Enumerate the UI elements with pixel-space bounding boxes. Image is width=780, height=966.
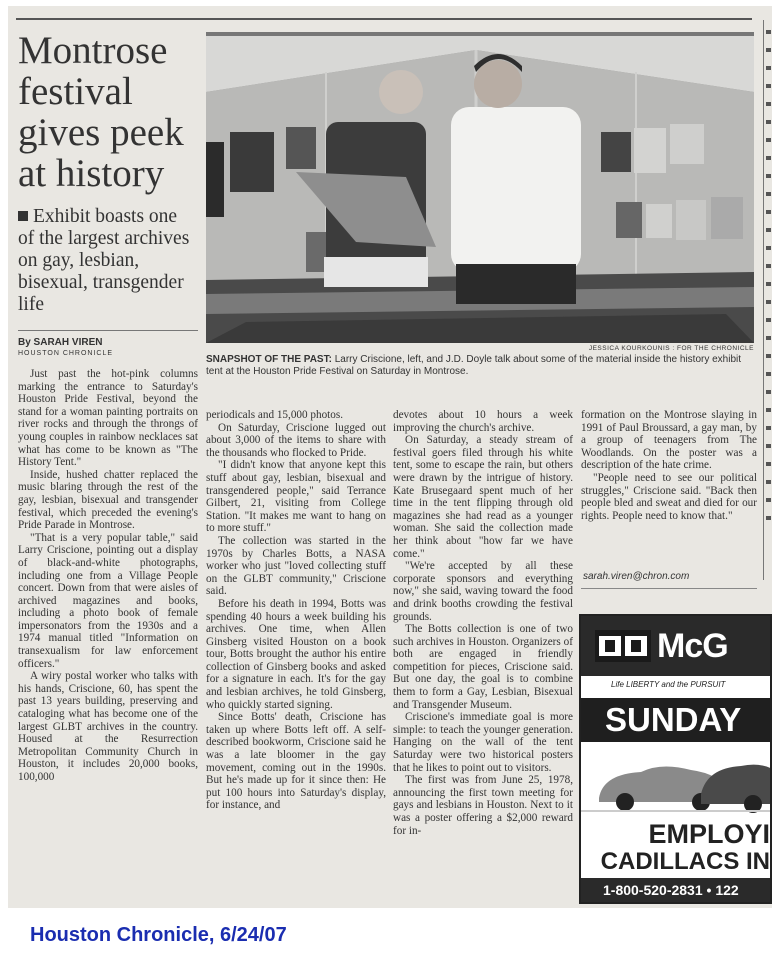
byline bbox=[18, 337, 198, 357]
ad-headline-line-1: EMPLOYI bbox=[648, 819, 770, 849]
text-fragment bbox=[766, 48, 771, 52]
paragraph: periodicals and 15,000 photos. bbox=[206, 409, 344, 421]
text-fragment bbox=[766, 138, 771, 142]
text-fragment bbox=[766, 156, 771, 160]
byline-organization: HOUSTON CHRONICLE bbox=[18, 350, 114, 357]
column-divider bbox=[763, 20, 764, 580]
text-fragment bbox=[766, 246, 771, 250]
photo-credit: JESSICA KOURKOUNIS : FOR THE CHRONICLE bbox=[588, 345, 754, 352]
ad-headline-line-2: CADILLACS IN bbox=[600, 848, 770, 875]
text-fragment bbox=[766, 372, 771, 376]
author-email: sarah.viren@chron.com bbox=[583, 571, 690, 582]
byline-author: By SARAH VIREN bbox=[18, 337, 103, 348]
text-fragment bbox=[766, 192, 771, 196]
article-column-1 bbox=[18, 368, 198, 784]
caption-text: Larry Criscione, left, and J.D. Doyle talk about some of the material inside the history exhibit tent at the Houston Pride Festival on Saturday in Montrose. bbox=[206, 354, 742, 377]
photo-illustration bbox=[206, 32, 754, 343]
text-fragment bbox=[766, 426, 771, 430]
paragraph: The first was from June 25, 1978, announcing the first town meeting for gays and lesbians in Houston. Next to it was a poster offering a $2,000 reward for in- bbox=[393, 774, 573, 837]
adjacent-article-edge bbox=[766, 24, 772, 580]
text-fragment bbox=[766, 300, 771, 304]
text-fragment bbox=[766, 264, 771, 268]
source-caption: Houston Chronicle, 6/24/07 bbox=[30, 924, 287, 946]
subheadline bbox=[18, 206, 198, 316]
paragraph: formation on the Montrose slaying in 1991 of Paul Broussard, a gay man, by a group of teenagers from The Woodlands. On the poster was a description of the hate crime. bbox=[581, 409, 757, 472]
text-fragment bbox=[766, 480, 771, 484]
paragraph: The Botts collection is one of two such archives in Houston. Organizers of both are engaged in friendly competition for pieces, Criscione said. But one day, the goal is to combine them to form a Gay, Lesbian, Bisexual and Transgender Museum. bbox=[393, 623, 573, 711]
text-fragment bbox=[766, 390, 771, 394]
text-fragment bbox=[766, 516, 771, 520]
text-fragment bbox=[766, 498, 771, 502]
text-fragment bbox=[766, 228, 771, 232]
paragraph: devotes about 10 hours a week improving the church's archive. bbox=[393, 409, 573, 434]
paragraph: On Saturday, Criscione lugged out about 3,000 of the items to share with the thousands who flocked to Pride. bbox=[206, 421, 386, 459]
article-column-2 bbox=[206, 409, 386, 812]
text-fragment bbox=[766, 210, 771, 214]
text-fragment bbox=[766, 408, 771, 412]
paragraph: Just past the hot-pink columns marking the entrance to Saturday's Houston Pride Festival, beyond the stand for a woman painting portraits on river rocks and through the throngs of young couples in rainbow necklaces sat what has come to be known as "The History Tent." bbox=[18, 368, 198, 469]
bullet-square-icon bbox=[18, 211, 28, 221]
paragraph: Since Botts' death, Criscione has taken up where Botts left off. A self-described bookworm, Criscione said he was a late bloomer in the gay movement, coming out in the 1990s. But he's made up for it since then: He put 100 hours into Saturday's display, for instance, and bbox=[206, 711, 386, 812]
paragraph: On Saturday, a steady stream of festival goers filed through his white tent, some to escape the rain, but others were drawn by the intrigue of history. Kate Brusegaard spent much of her time in the tent flipping through old magazines she had read as a younger woman. She said the collection made her think about "how far we have come." bbox=[393, 434, 573, 560]
text-fragment bbox=[766, 462, 771, 466]
paragraph: A wiry postal worker who talks with his hands, Criscione, 60, has spent the past 13 years building, preserving and cataloging what has become one of the largest GLBT archives in the country. Housed at the Resurrection Metropolitan Community Church in Houston, it includes 20,000 books, 100,000 bbox=[18, 670, 198, 783]
text-fragment bbox=[766, 336, 771, 340]
text-fragment bbox=[766, 354, 771, 358]
text-fragment bbox=[766, 318, 771, 322]
paragraph: "That is a very popular table," said Larry Criscione, pointing out a display of black-and-white photographs, including one from a Village People concert. Down from that were aisles of archived magazines and books, including a photo book of female impersonators from the 1930s and a 1974 manual titled "Information on transexualism for law enforcement officers." bbox=[18, 531, 198, 670]
paragraph: "People need to see our political struggles," Criscione said. "Back then people bled and sweat and died for our rights. People need to know that." bbox=[581, 471, 757, 522]
article-column-3 bbox=[393, 409, 573, 837]
news-photo bbox=[206, 32, 754, 343]
text-fragment bbox=[766, 444, 771, 448]
subheadline-text: Exhibit boasts one of the largest archives on gay, lesbian, bisexual, transgender life bbox=[18, 206, 190, 315]
ad-day-banner: SUNDAY bbox=[581, 698, 772, 742]
paragraph: Before his death in 1994, Botts was spending 40 hours a week building his archives. One time, when Allen Ginsberg visited Houston on a book tour, Botts brought the author his entire collection of Ginsberg books and asked for a signature in each. It's for the gay and lesbian archives, he told Ginsberg, who quickly started signing. bbox=[206, 597, 386, 711]
ad-tagline: Life LIBERTY and the PURSUIT bbox=[611, 680, 726, 689]
cars-image bbox=[581, 744, 772, 820]
text-fragment bbox=[766, 120, 771, 124]
top-rule bbox=[16, 18, 752, 20]
paragraph: The collection was started in the 1970s by Charles Botts, a NASA worker who just "loved collecting stuff on the GLBT community," Criscione said. bbox=[206, 534, 386, 598]
paragraph: "I didn't know that anyone kept this stuff about gay, lesbian, bisexual and transgendered people," said Terrance Gilbert, 21, visiting from College Station. "It makes me want to hang on to more stuff." bbox=[206, 459, 386, 535]
ad-brand-name: McG bbox=[657, 627, 728, 665]
text-fragment bbox=[766, 174, 771, 178]
paragraph: Criscione's immediate goal is more simple: to teach the younger generation. Hanging on the wall of the tent Saturday were two historical posters that he likes to point out to visitors. bbox=[393, 711, 573, 774]
text-fragment bbox=[766, 30, 771, 34]
caption-lead: SNAPSHOT OF THE PAST: bbox=[206, 354, 332, 365]
photo-caption bbox=[206, 354, 754, 378]
headline: Montrose festival gives peek at history bbox=[18, 29, 184, 195]
byline-rule bbox=[18, 330, 198, 331]
ad-phone-number: 1-800-520-2831 • 122 bbox=[581, 878, 772, 902]
text-fragment bbox=[766, 282, 771, 286]
ad-headline bbox=[581, 820, 772, 876]
paragraph: Inside, hushed chatter replaced the music blaring through the rest of the gay, lesbian, bisexual and transgender festival, which preceded the evening's Pride Parade in Montrose. bbox=[18, 468, 198, 532]
text-fragment bbox=[766, 84, 771, 88]
dealer-logo-icon bbox=[595, 630, 651, 662]
text-fragment bbox=[766, 66, 771, 70]
ad-brand-banner bbox=[581, 616, 772, 676]
text-fragment bbox=[766, 102, 771, 106]
article-end-rule bbox=[581, 588, 757, 589]
cadillac-dealer-ad bbox=[579, 614, 772, 904]
article-column-4 bbox=[581, 409, 757, 522]
paragraph: "We're accepted by all these corporate sponsors and everything now," she said, waving toward the food and drink booths crowding the festival grounds. bbox=[393, 560, 573, 623]
